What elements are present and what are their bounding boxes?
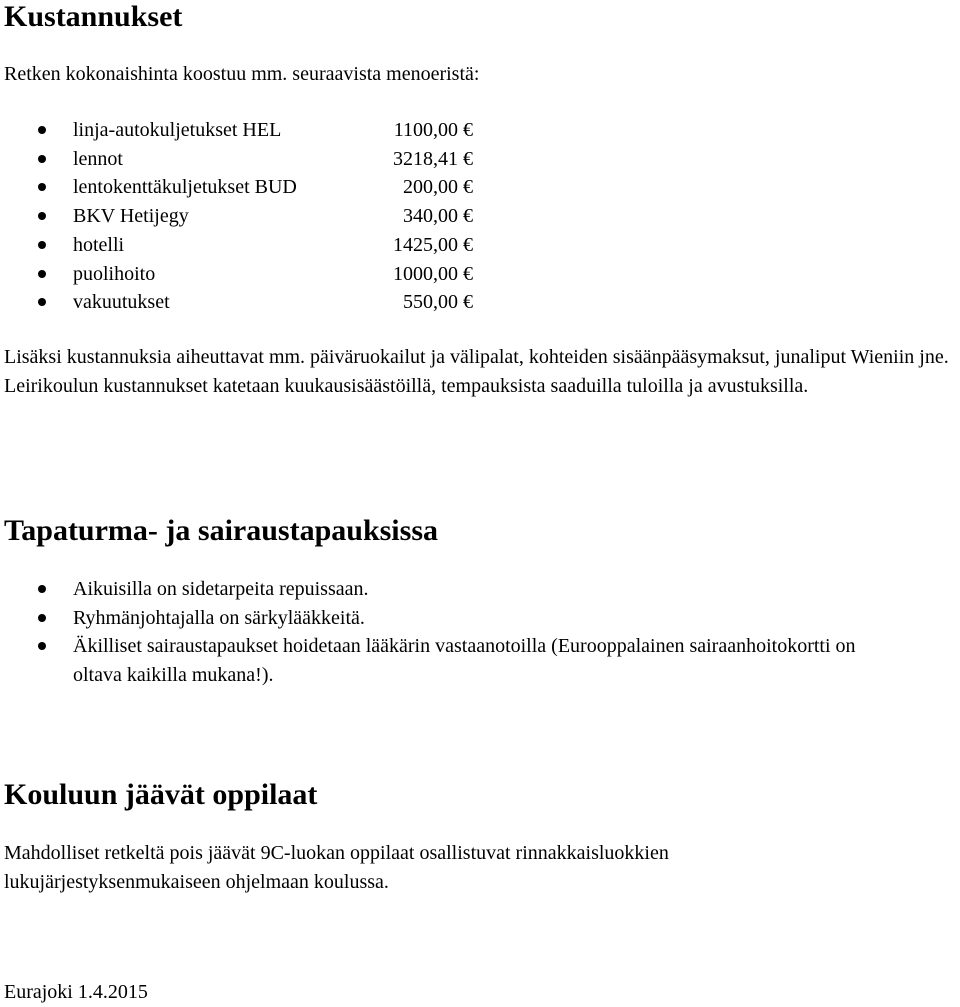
cost-item bbox=[0, 231, 473, 260]
list-item-text: Aikuisilla on sidetarpeita repuissaan. bbox=[73, 578, 369, 600]
cost-item bbox=[0, 145, 473, 174]
school-text: Mahdolliset retkeltä pois jäävät 9C-luokan oppilaat osallistuvat rinnakkaisluokkien lukujärjestyksenmukaiseen ohjelmaan koulussa. bbox=[4, 842, 669, 893]
bullet-icon bbox=[38, 155, 46, 163]
cost-name: BKV Hetijegy bbox=[73, 205, 189, 228]
cost-amount: 1425,00 € bbox=[393, 233, 473, 256]
bullet-icon bbox=[38, 126, 46, 134]
accidents-list bbox=[0, 575, 873, 690]
bullet-icon bbox=[38, 298, 46, 306]
cost-item bbox=[0, 116, 473, 145]
bullet-icon bbox=[38, 270, 46, 278]
school-heading: Kouluun jäävät oppilaat bbox=[4, 778, 318, 811]
cost-item bbox=[0, 260, 473, 289]
list-item bbox=[0, 604, 873, 633]
cost-item bbox=[0, 173, 473, 202]
cost-amount: 550,00 € bbox=[403, 291, 473, 314]
cost-name: lennot bbox=[73, 147, 123, 170]
costs-intro: Retken kokonaishinta koostuu mm. seuraavista menoeristä: bbox=[4, 63, 480, 85]
accidents-heading: Tapaturma- ja sairaustapauksissa bbox=[4, 514, 438, 547]
cost-amount: 200,00 € bbox=[403, 176, 473, 199]
cost-name: linja-autokuljetukset HEL bbox=[73, 119, 282, 141]
bullet-icon bbox=[38, 585, 46, 593]
cost-name: hotelli bbox=[73, 233, 125, 256]
list-item bbox=[0, 575, 873, 604]
cost-name: vakuutukset bbox=[73, 291, 170, 314]
cost-item bbox=[0, 202, 473, 231]
costs-note: Lisäksi kustannuksia aiheuttavat mm. päiväruokailut ja välipalat, kohteiden sisäänpääsymaksut, junaliput Wieniin jne. Leirikoulun kustannukset katetaan kuukausisäästöillä, tempauksista saaduilla tuloilla ja avustuksilla. bbox=[4, 346, 949, 397]
cost-amount: 340,00 € bbox=[403, 205, 473, 228]
cost-amount: 1000,00 € bbox=[393, 262, 473, 285]
cost-amount: 3218,41 € bbox=[393, 147, 473, 170]
bullet-icon bbox=[38, 642, 46, 650]
cost-name: lentokenttäkuljetukset BUD bbox=[73, 176, 297, 199]
list-item-text: Äkilliset sairaustapaukset hoidetaan lääkärin vastaanotoilla (Eurooppalainen sairaanhoitokortti on oltava kaikilla mukana!). bbox=[73, 635, 856, 687]
place-date: Eurajoki 1.4.2015 bbox=[4, 981, 148, 1003]
cost-item bbox=[0, 288, 473, 317]
cost-name: puolihoito bbox=[73, 262, 156, 285]
cost-amount: 1100,00 € bbox=[393, 119, 473, 141]
list-item-text: Ryhmänjohtajalla on särkylääkkeitä. bbox=[73, 606, 365, 629]
bullet-icon bbox=[38, 183, 46, 191]
bullet-icon bbox=[38, 212, 46, 220]
costs-heading: Kustannukset bbox=[4, 0, 183, 33]
bullet-icon bbox=[38, 614, 46, 622]
list-item bbox=[0, 632, 873, 689]
cost-list bbox=[0, 116, 473, 317]
bullet-icon bbox=[38, 241, 46, 249]
